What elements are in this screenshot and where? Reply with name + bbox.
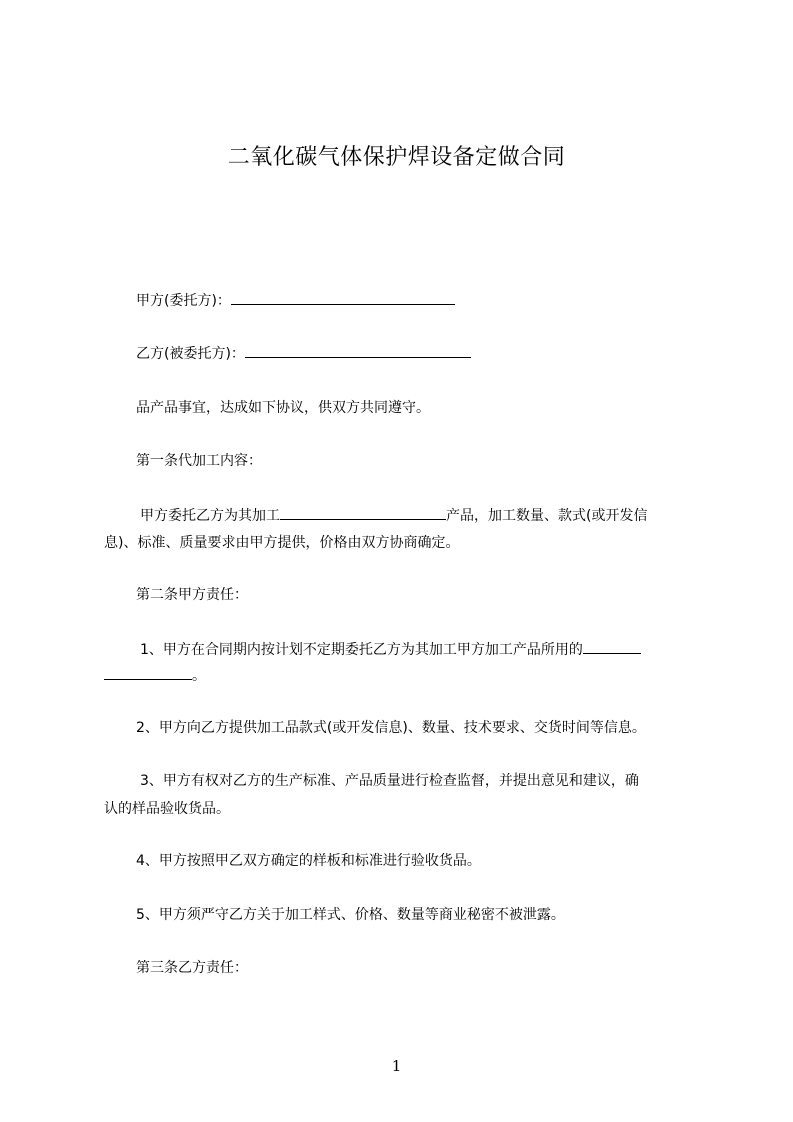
- product-name-blank[interactable]: [280, 507, 446, 520]
- article-2-item-3-line-2: 认的样品验收货品。: [104, 801, 230, 817]
- article-1-text-before: 甲方委托乙方为其加工: [140, 508, 280, 524]
- article-2-item-1-line-1: [140, 641, 641, 658]
- article-1-line-2: 息)、标准、质量要求由甲方提供，价格由双方协商确定。: [104, 535, 460, 551]
- article-1-line-1: [140, 507, 647, 524]
- page-number: 1: [391, 1057, 402, 1075]
- article-2-item-1-end: 。: [192, 668, 206, 684]
- article-1-heading: 第一条代加工内容：: [136, 453, 262, 469]
- article-2-item-5: 5、甲方须严守乙方关于加工样式、价格、数量等商业秘密不被泄露。: [136, 907, 565, 923]
- article-2-heading: 第二条甲方责任：: [136, 587, 248, 603]
- material-blank-part-1[interactable]: [583, 641, 641, 654]
- article-3-heading: 第三条乙方责任：: [136, 960, 248, 976]
- document-title: 二氧化碳气体保护焊设备定做合同: [227, 145, 566, 170]
- intro-paragraph: 品产品事宜，达成如下协议，供双方共同遵守。: [136, 400, 430, 416]
- article-2-item-4: 4、甲方按照甲乙双方确定的样板和标准进行验收货品。: [136, 853, 481, 869]
- party-a-blank[interactable]: [231, 292, 455, 305]
- article-2-item-1-line-2: [104, 667, 206, 684]
- party-b-label: 乙方(被委托方)：: [136, 346, 245, 362]
- article-2-item-1-text: 1、甲方在合同期内按计划不定期委托乙方为其加工甲方加工产品所用的: [140, 642, 583, 658]
- party-a-line: [136, 292, 455, 309]
- party-b-line: [136, 345, 471, 362]
- material-blank-part-2[interactable]: [104, 667, 192, 680]
- party-b-blank[interactable]: [245, 345, 471, 358]
- article-2-item-2: 2、甲方向乙方提供加工品款式(或开发信息)、数量、技术要求、交货时间等信息。: [136, 720, 646, 736]
- article-2-item-3-line-1: 3、甲方有权对乙方的生产标准、产品质量进行检查监督，并提出意见和建议，确: [140, 773, 639, 789]
- article-1-text-after: 产品，加工数量、款式(或开发信: [446, 508, 648, 524]
- party-a-label: 甲方(委托方)：: [136, 293, 231, 309]
